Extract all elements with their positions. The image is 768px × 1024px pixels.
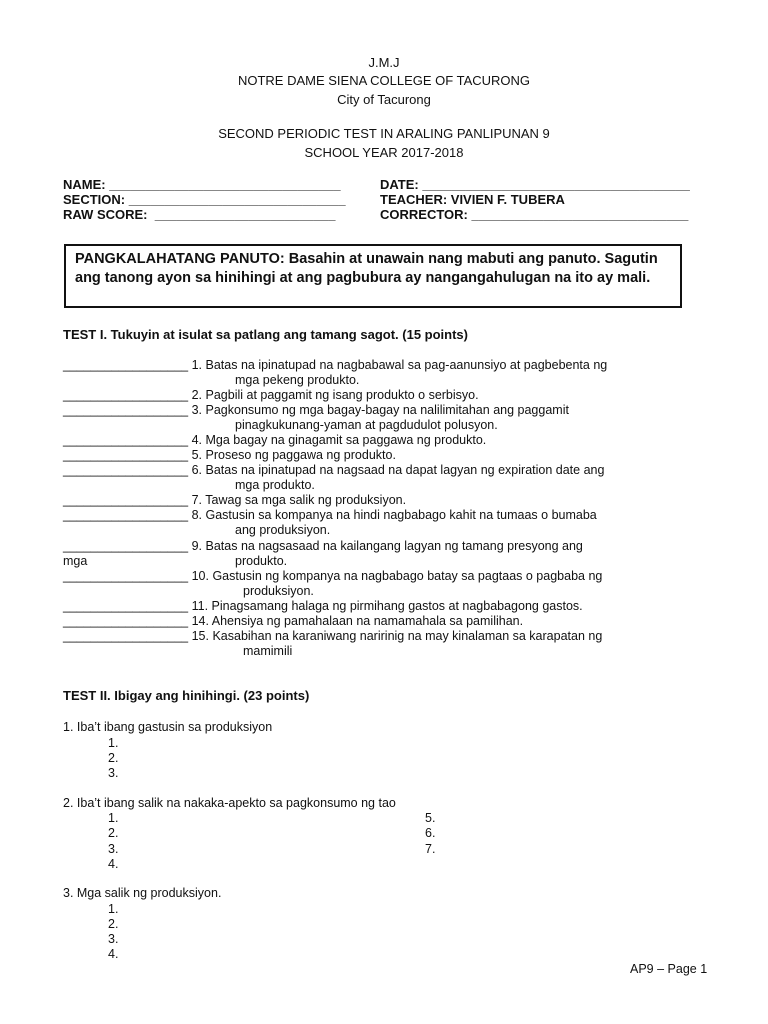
test1-item-7: __________________ 7. Tawag sa mga salik ng produksiyon.	[63, 493, 407, 507]
q2-item-7: 7.	[425, 842, 436, 856]
q3-item-1: 1.	[108, 902, 119, 916]
q1-item-1: 1.	[108, 736, 119, 750]
city: City of Tacurong	[337, 92, 431, 107]
test1-item-9-wrap: mga	[63, 554, 88, 568]
section-field: SECTION: ______________________________	[63, 192, 346, 207]
test1-item-6: __________________ 6. Batas na ipinatupad na nagsaad na dapat lagyan ng expiration date ang	[63, 463, 605, 477]
test1-item-15-cont: mamimili	[243, 644, 293, 658]
q1-item-3: 3.	[108, 766, 119, 780]
test1-item-10: __________________ 10. Gastusin ng kompanya na nagbabago batay sa pagtaas o pagbaba ng	[63, 569, 603, 583]
test2-title: TEST II. Ibigay ang hinihingi. (23 points)	[63, 688, 310, 703]
school-name: NOTRE DAME SIENA COLLEGE OF TACURONG	[237, 73, 531, 88]
test1-item-3: __________________ 3. Pagkonsumo ng mga bagay-bagay na nalilimitahan ang paggamit	[63, 403, 569, 417]
corrector-field: CORRECTOR: ______________________________	[380, 207, 689, 222]
test1-item-14: __________________ 14. Ahensiya ng pamahalaan na namamahala sa pamilihan.	[63, 614, 524, 628]
teacher-field: TEACHER: VIVIEN F. TUBERA	[380, 192, 565, 207]
q2-item-6: 6.	[425, 826, 436, 840]
q1-item-2: 2.	[108, 751, 119, 765]
test1-item-1: __________________ 1. Batas na ipinatupad na nagbabawal sa pag-aanunsiyo at pagbebenta ng	[63, 358, 608, 372]
test1-item-9-cont: produkto.	[235, 554, 288, 568]
test1-item-6-cont: mga produkto.	[235, 478, 315, 492]
test2-question-2: 2. Iba’t ibang salik na nakaka-apekto sa pagkonsumo ng tao	[63, 796, 396, 810]
test1-item-10-cont: produksiyon.	[243, 584, 314, 598]
q3-item-2: 2.	[108, 917, 119, 931]
test1-item-3-cont: pinagkukunang-yaman at pagdudulot polusyon.	[235, 418, 498, 432]
test1-item-11: __________________ 11. Pinagsamang halaga ng pirmihang gastos at nagbabagong gastos.	[63, 599, 583, 613]
q2-item-1: 1.	[108, 811, 119, 825]
page-footer: AP9 – Page 1	[630, 962, 708, 976]
test1-title: TEST I. Tukuyin at isulat sa patlang ang tamang sagot. (15 points)	[63, 327, 468, 342]
test1-item-1-cont: mga pekeng produkto.	[235, 373, 360, 387]
test1-item-4: __________________ 4. Mga bagay na ginagamit sa paggawa ng produkto.	[63, 433, 487, 447]
test1-item-15: __________________ 15. Kasabihan na karaniwang naririnig na may kinalaman sa karapatan ng	[63, 629, 603, 643]
q3-item-3: 3.	[108, 932, 119, 946]
test1-item-8: __________________ 8. Gastusin sa kompanya na hindi nagbabago kahit na tumaas o bumaba	[63, 508, 597, 522]
q3-item-4: 4.	[108, 947, 119, 961]
test1-item-9: __________________ 9. Batas na nagsasaad na kailangang lagyan ng tamang presyong ang	[63, 539, 583, 553]
raw-score-field: RAW SCORE: _________________________	[63, 207, 336, 222]
test1-item-2: __________________ 2. Pagbili at paggamit ng isang produkto o serbisyo.	[63, 388, 479, 402]
q2-item-4: 4.	[108, 857, 119, 871]
test2-question-1: 1. Iba’t ibang gastusin sa produksiyon	[63, 720, 273, 734]
general-instructions-box: PANGKALAHATANG PANUTO: Basahin at unawain nang mabuti ang panuto. Sagutin ang tanong ayon sa hinihingi at ang pagbubura ay nangangahulugan na ito ay mali.	[64, 244, 682, 308]
test-title: SECOND PERIODIC TEST IN ARALING PANLIPUNAN 9	[218, 126, 550, 141]
motto: J.M.J	[368, 55, 400, 70]
school-year: SCHOOL YEAR 2017-2018	[304, 145, 464, 160]
q2-item-2: 2.	[108, 826, 119, 840]
q2-item-3: 3.	[108, 842, 119, 856]
test1-item-8-cont: ang produksiyon.	[235, 523, 331, 537]
q2-item-5: 5.	[425, 811, 436, 825]
test2-question-3: 3. Mga salik ng produksiyon.	[63, 886, 222, 900]
test1-item-5: __________________ 5. Proseso ng paggawa ng produkto.	[63, 448, 396, 462]
name-field: NAME: ________________________________	[63, 177, 341, 192]
date-field: DATE: _____________________________________	[380, 177, 690, 192]
